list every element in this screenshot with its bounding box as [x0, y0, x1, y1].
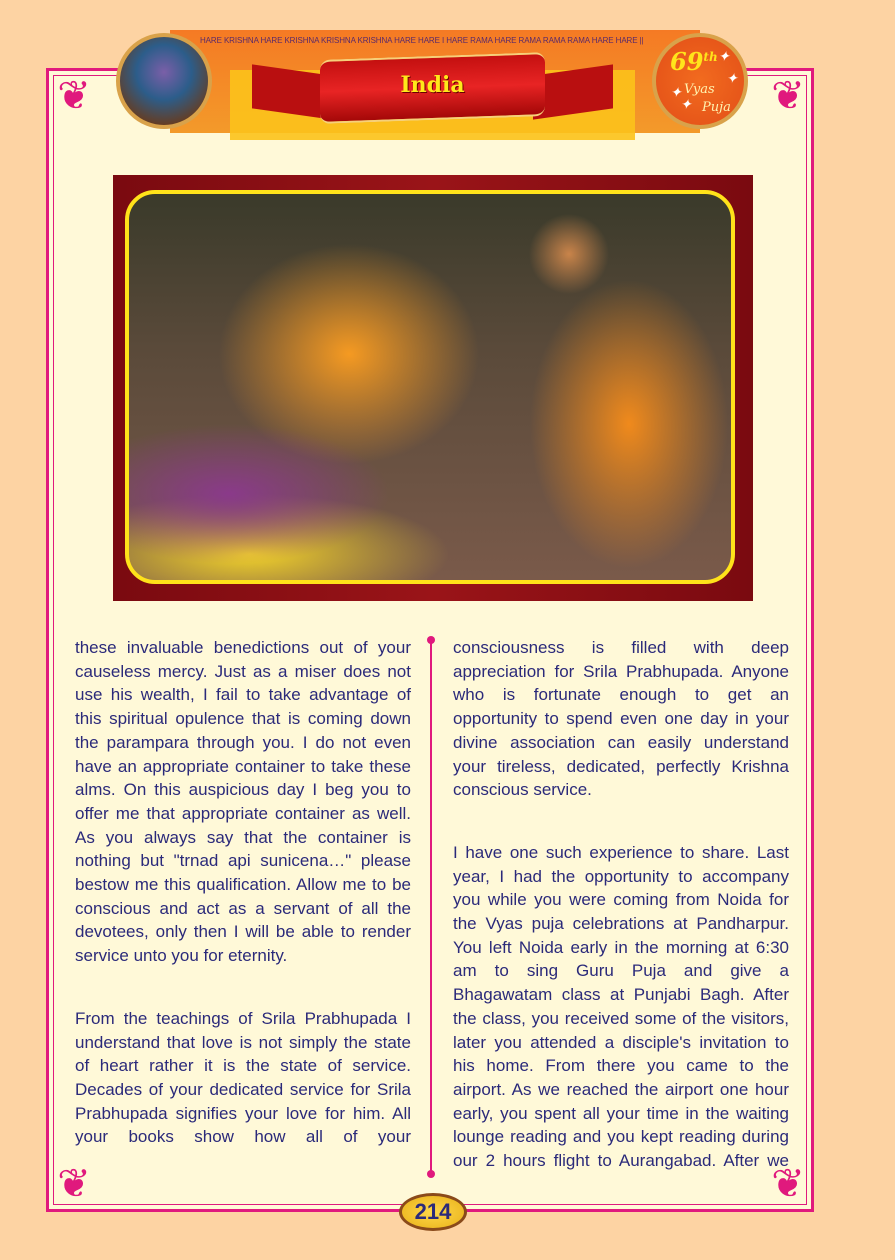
text-line: bestow me this qualification. Allow me to be [75, 875, 411, 895]
star-icon: ✦ [726, 71, 738, 87]
text-line: consciousness is filled with deep [453, 638, 789, 657]
text-line: conscious and act as a servant of all the [75, 898, 411, 918]
text-line: Bhagawatam class at Punjabi Bagh. After [453, 985, 789, 1005]
text-line: airport. As we reached the airport one hour [453, 1079, 789, 1099]
text-line: causeless mercy. Just as a miser does not [75, 661, 411, 681]
star-icon: ✦ [680, 97, 692, 113]
text-line: conscious service. [453, 780, 592, 800]
photo-frame [113, 175, 753, 601]
text-line: alms. On this auspicious day I beg you to [75, 780, 411, 800]
text-line: understand that love is not simply the state [75, 1032, 411, 1052]
text-line: am to sing Guru Puja and give a [453, 961, 789, 981]
text-column-right [453, 636, 789, 1173]
text-line: opportunity to spend even one day in your [453, 709, 789, 729]
text-line: appreciation for Srila Prabhupada. Anyone [453, 661, 789, 681]
text-line: I have one such experience to share. Last [453, 842, 789, 862]
badge-line1: Vyas [684, 82, 715, 97]
star-icon: ✦ [670, 85, 682, 101]
text-line: As you always say that the container is [75, 827, 411, 847]
corner-ornament-icon: ❦ [771, 74, 805, 118]
badge-number: 69th [670, 47, 718, 76]
text-line: have an appropriate container to take these [75, 756, 411, 776]
mantra-text: HARE KRISHNA HARE KRISHNA KRISHNA KRISHNA HARE HARE I HARE RAMA HARE RAMA RAMA RAMA HARE HARE || [200, 36, 644, 45]
paragraph [75, 636, 411, 968]
text-line: use his wealth, I fail to take advantage of [75, 685, 411, 705]
text-line: offer me that appropriate container as well. [75, 803, 411, 823]
text-line: Decades of your dedicated service for Srila [75, 1079, 411, 1099]
corner-ornament-icon: ❦ [771, 1162, 805, 1206]
text-line: his home. From there you came to the [453, 1056, 789, 1076]
text-line: Prabhupada signifies your love for him. All [75, 1103, 411, 1123]
page-number: 214 [399, 1193, 467, 1231]
text-line: later you attended a disciple's invitation to [453, 1032, 789, 1052]
corner-ornament-icon: ❦ [57, 1162, 91, 1206]
text-line: You left Noida early in the morning at 6:30 [453, 937, 789, 957]
star-icon: ✦ [718, 49, 730, 65]
paragraph [453, 636, 789, 802]
text-line: our 2 hours flight to Aurangabad. After we [453, 1151, 789, 1171]
text-line: divine association can easily understand [453, 732, 789, 752]
text-line: you while you were coming from Noida for [453, 890, 789, 910]
text-line: your tireless, dedicated, perfectly Krishna [453, 756, 789, 776]
text-line: lounge reading and you kept reading during [453, 1127, 789, 1147]
badge-line2: Puja [702, 100, 731, 115]
paragraph [75, 1007, 411, 1149]
vyas-puja-badge [652, 33, 748, 129]
text-line: of heart rather it is the state of service. [75, 1056, 411, 1076]
column-divider [430, 640, 432, 1174]
section-title: India [400, 72, 465, 98]
guru-photo [125, 190, 735, 584]
text-line: nothing but "trnad api sunicena…" please [75, 851, 411, 871]
text-line: your books show how all of your [75, 1127, 411, 1147]
paragraph [453, 841, 789, 1173]
text-line: devotees, only then I will be able to render [75, 922, 411, 942]
text-line: these invaluable benedictions out of your [75, 638, 411, 657]
text-line: early, you spent all your time in the waiting [453, 1103, 789, 1123]
corner-ornament-icon: ❦ [57, 74, 91, 118]
text-line: service unto you for eternity. [75, 946, 288, 966]
text-line: the Vyas puja celebrations at Pandharpur. [453, 914, 789, 934]
text-line: this spiritual opulence that is coming down [75, 709, 411, 729]
text-line: who is fortunate enough to get an [453, 685, 789, 705]
text-line: the parampara through you. I do not even [75, 732, 411, 752]
text-line: From the teachings of Srila Prabhupada I [75, 1008, 411, 1028]
text-line: the class, you received some of the visitors, [453, 1008, 789, 1028]
deity-medallion [116, 33, 212, 129]
text-line: year, I had the opportunity to accompany [453, 866, 789, 886]
text-column-left [75, 636, 411, 1149]
